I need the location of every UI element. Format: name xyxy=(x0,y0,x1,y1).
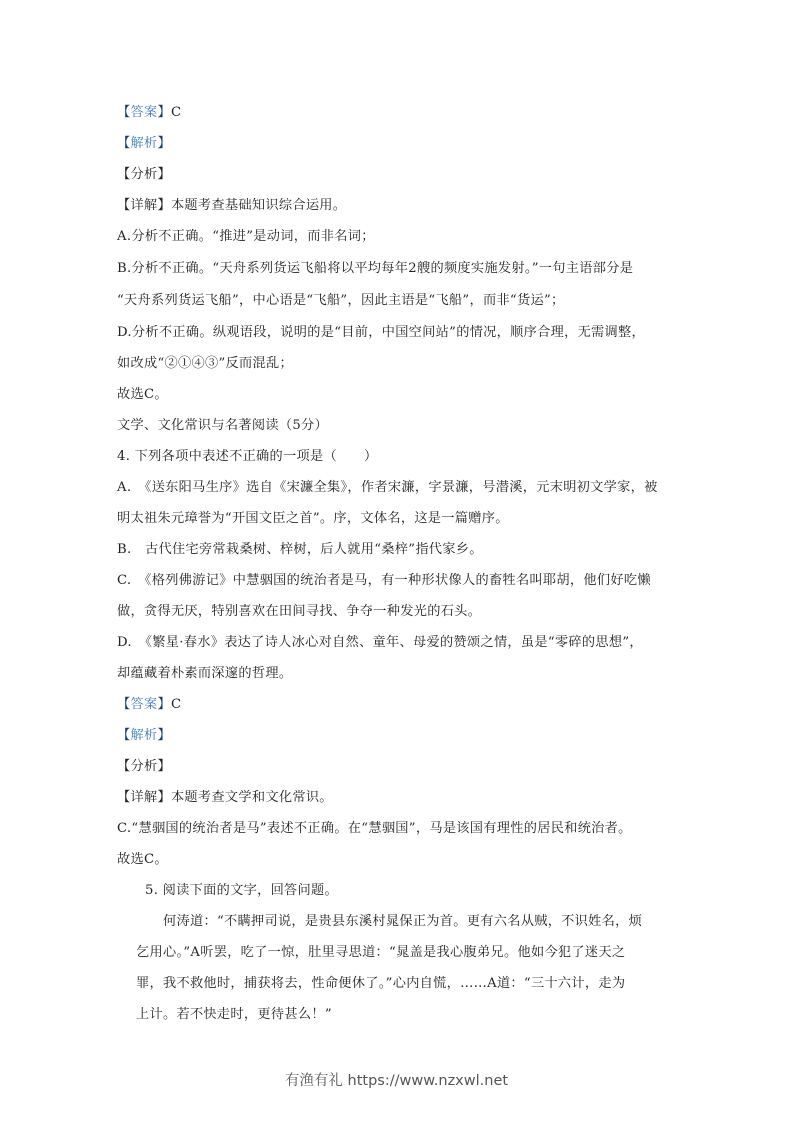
question-stem: 5. 阅读下面的文字，回答问题。 xyxy=(145,883,339,898)
option-line: 却蕴藏着朴素而深邃的哲理。 xyxy=(117,666,293,681)
option-line: 明太祖朱元璋誉为“开国文臣之首”。序，文体名，这是一篇赠序。 xyxy=(117,511,509,526)
option-line: 做，贪得无厌，特别喜欢在田间寻找、争夺一种发光的石头。 xyxy=(117,604,482,619)
explanation-line: 如改成“②①④③”反而混乱； xyxy=(117,356,293,371)
analysis-heading: 【解析】 xyxy=(117,728,171,743)
question-stem: 4. 下列各项中表述不正确的一项是（ ） xyxy=(117,449,378,464)
passage-line: 何涛道：“不瞒押司说，是贵县东溪村晁保正为首。更有六名从贼，不识姓名，烦 xyxy=(163,914,643,929)
answer-label: 答案 xyxy=(130,105,158,120)
explanation-line: D.分析不正确。纵观语段，说明的是“目前，中国空间站”的情况，顺序合理，无需调整， xyxy=(117,325,646,340)
answer-label: 答案 xyxy=(130,697,158,712)
footer-watermark: 有渔有礼 https://www.nzxwl.net xyxy=(284,1073,509,1089)
conclusion-line: 故选C。 xyxy=(117,387,168,402)
answer-heading: 【答案】C xyxy=(117,105,182,120)
fenxi-heading: 【分析】 xyxy=(117,759,171,774)
explanation-line: “天舟系列货运飞船”，中心语是“飞船”，因此主语是“飞船”，而非“货运”； xyxy=(117,293,565,308)
answer-value: C xyxy=(170,105,182,120)
fenxi-heading: 【分析】 xyxy=(117,167,171,182)
detail-line: 【详解】本题考查基础知识综合运用。 xyxy=(117,198,347,213)
option-line: D. 《繁星·春水》表达了诗人冰心对自然、童年、母爱的赞颂之情，虽是“零碎的思想”， xyxy=(117,635,643,650)
option-line: C. 《格列佛游记》中慧骃国的统治者是马，有一种形状像人的畜牲名叫耶胡，他们好吃懒 xyxy=(117,573,651,588)
explanation-line: C.“慧骃国的统治者是马”表述不正确。在“慧骃国”，马是该国有理性的居民和统治者。 xyxy=(117,821,632,836)
analysis-label: 解析 xyxy=(130,728,158,743)
passage-line: 罪，我不救他时，捕获将去，性命便休了。”心内自慌，……A道：“三十六计，走为 xyxy=(136,976,626,991)
detail-line: 【详解】本题考查文学和文化常识。 xyxy=(117,790,333,805)
analysis-label: 解析 xyxy=(130,136,158,151)
explanation-line: A.分析不正确。“推进”是动词，而非名词； xyxy=(117,229,375,244)
passage-line: 乞用心。”A听罢，吃了一惊，肚里寻思道：“晁盖是我心腹弟兄。他如今犯了迷天之 xyxy=(136,945,626,960)
passage-line: 上计。若不快走时，更待甚么！” xyxy=(136,1007,332,1022)
analysis-heading: 【解析】 xyxy=(117,136,171,151)
option-line: A. 《送东阳马生序》选自《宋濂全集》，作者宋濂，字景濂，号潜溪，元末明初文学家，被 xyxy=(117,480,658,495)
answer-heading: 【答案】C xyxy=(117,697,182,712)
section-title: 文学、文化常识与名著阅读（5分） xyxy=(117,418,329,433)
explanation-line: B.分析不正确。“天舟系列货运飞船将以平均每年2艘的频度实施发射。”一句主语部分是 xyxy=(117,261,634,276)
conclusion-line: 故选C。 xyxy=(117,852,168,867)
answer-value: C xyxy=(170,697,182,712)
option-line: B. 古代住宅旁常栽桑树、梓树，后人就用“桑梓”指代家乡。 xyxy=(117,542,483,557)
